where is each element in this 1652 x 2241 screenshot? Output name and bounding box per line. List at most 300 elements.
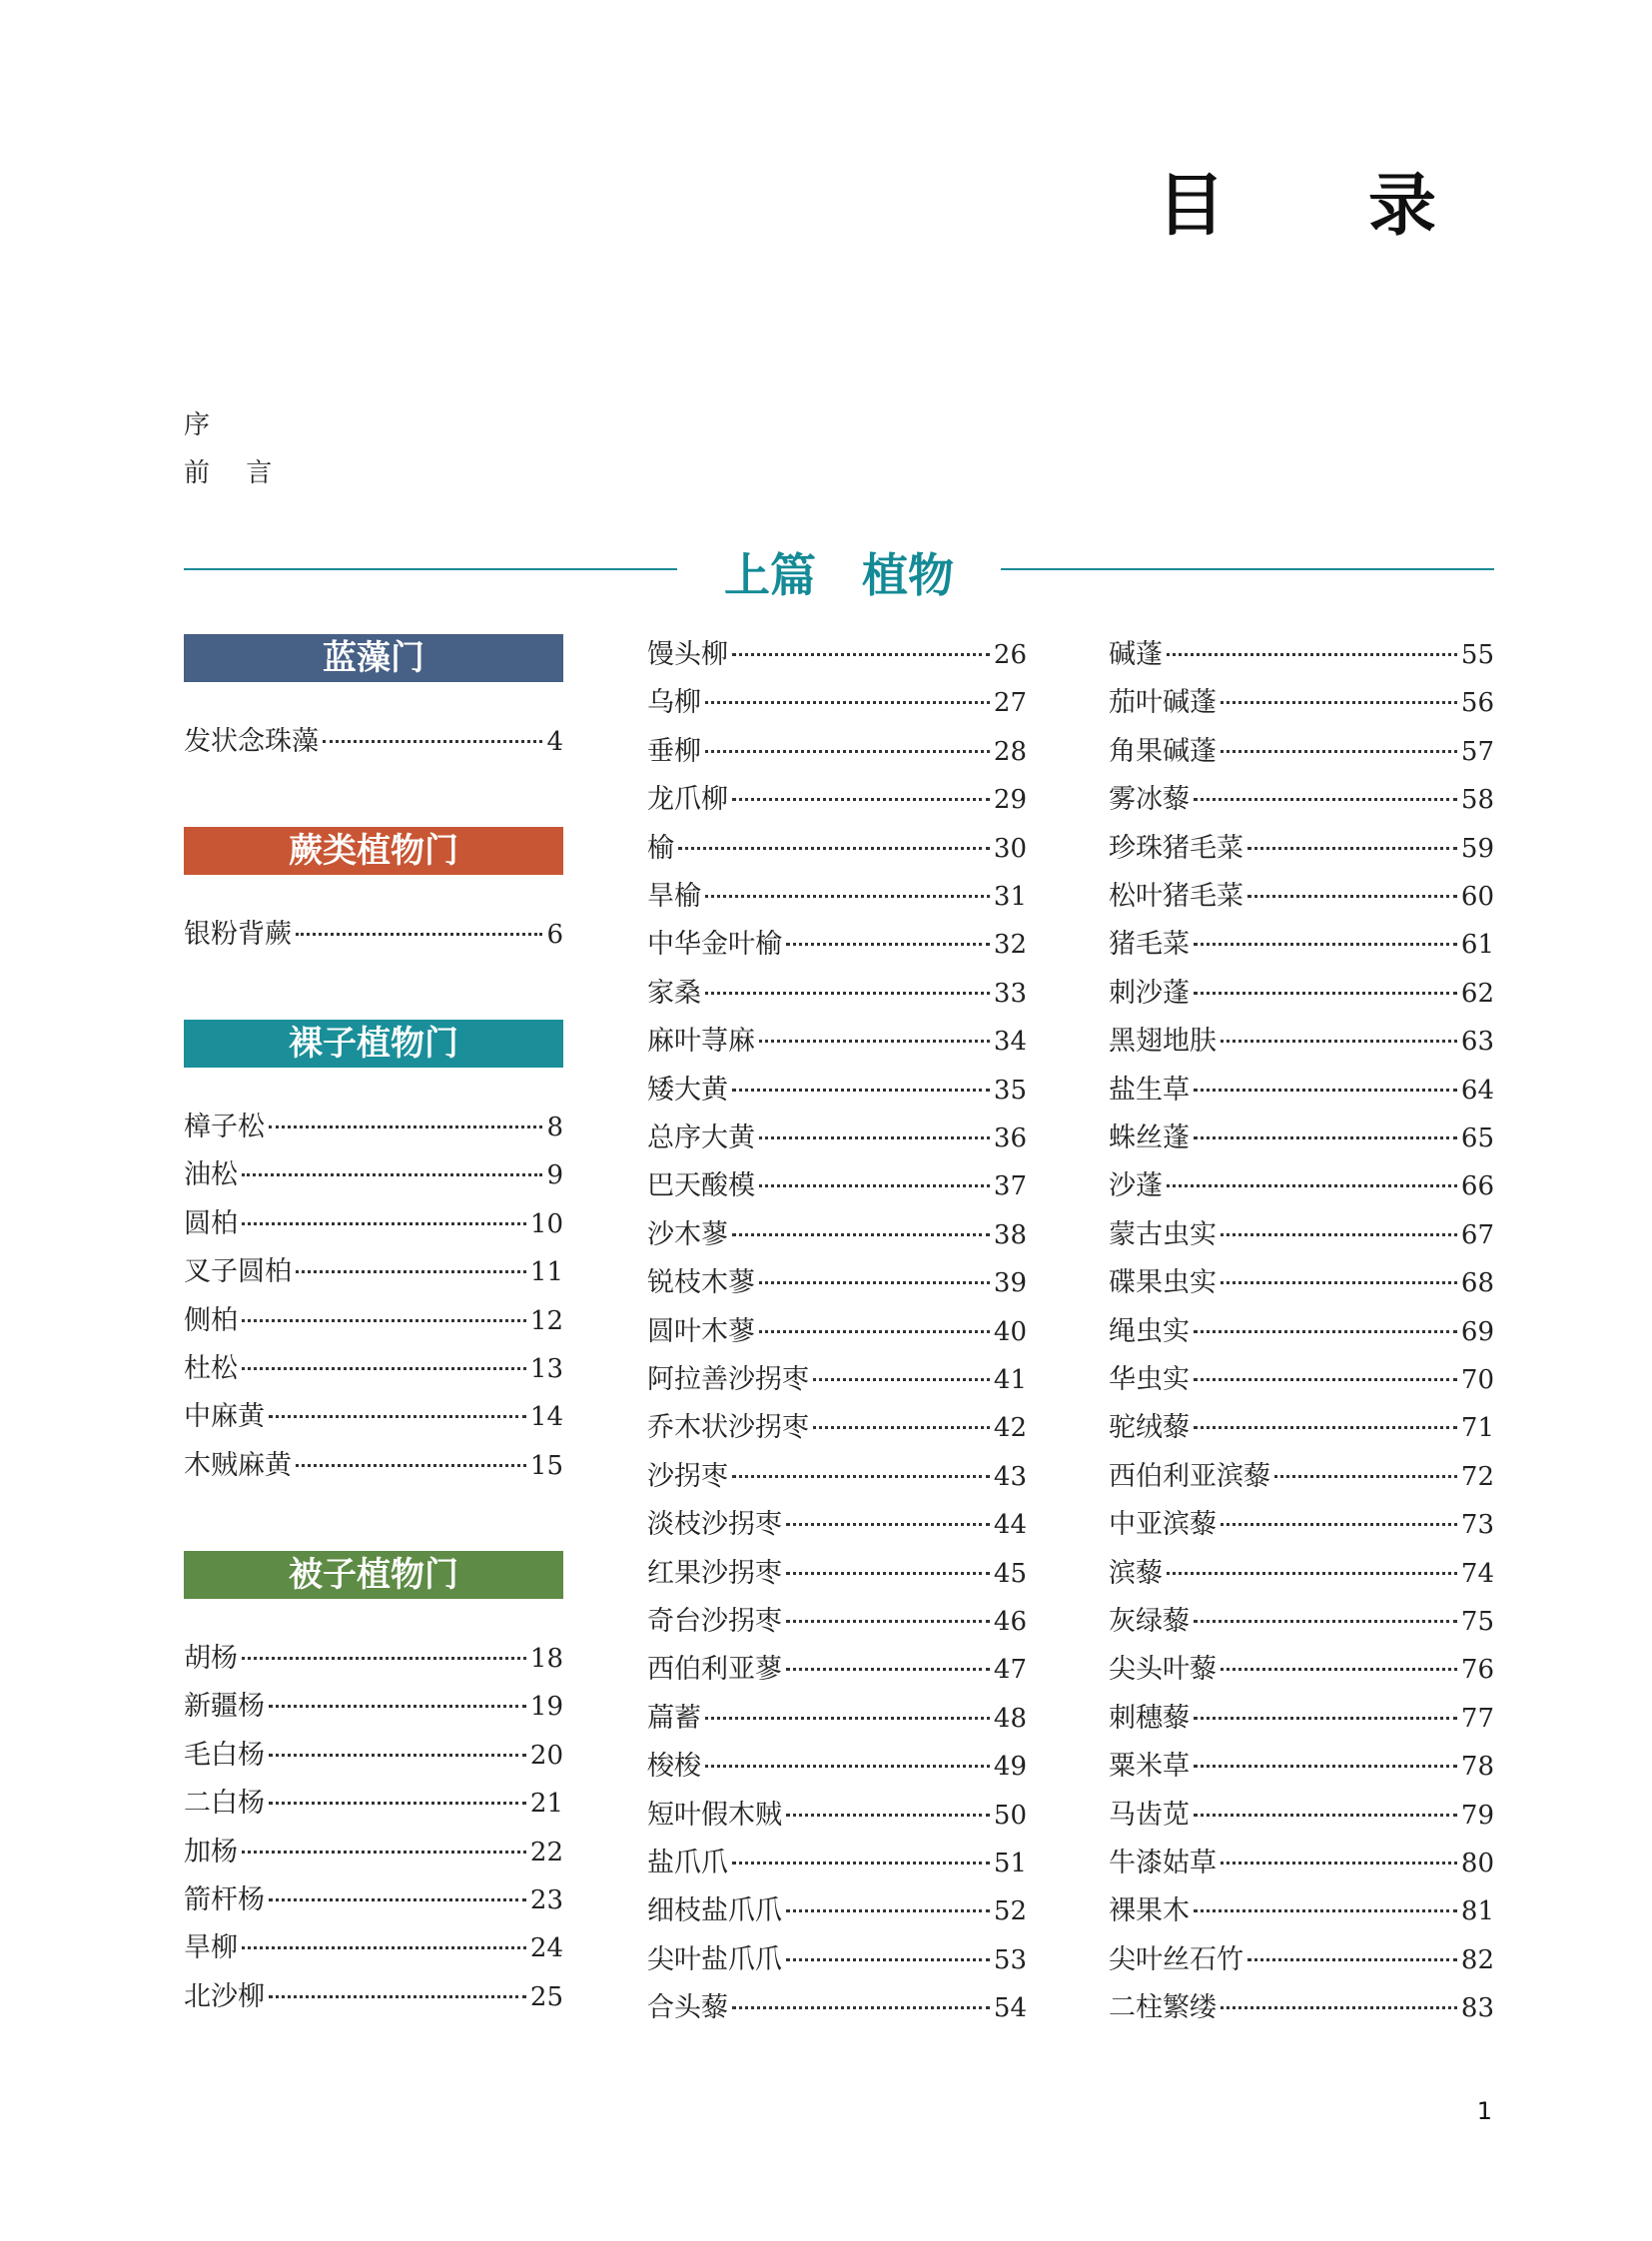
toc-leader-dots bbox=[732, 798, 990, 801]
toc-entry-page: 61 bbox=[1460, 930, 1494, 961]
toc-leader-dots bbox=[1221, 1281, 1457, 1284]
toc-leader-dots bbox=[269, 1802, 526, 1805]
toc-entry[interactable] bbox=[184, 1684, 563, 1730]
toc-entry[interactable] bbox=[647, 1019, 1027, 1065]
toc-entry-page: 73 bbox=[1460, 1510, 1494, 1541]
toc-entry[interactable] bbox=[647, 680, 1027, 726]
toc-leader-dots bbox=[759, 1184, 990, 1187]
toc-entry[interactable] bbox=[1109, 1599, 1494, 1645]
toc-entry[interactable] bbox=[184, 1105, 563, 1150]
toc-entry-name: 淡枝沙拐枣 bbox=[647, 1509, 782, 1541]
toc-leader-dots bbox=[732, 1475, 990, 1478]
toc-entry-name: 松叶猪毛菜 bbox=[1109, 881, 1243, 912]
toc-entry-name: 奇台沙拐枣 bbox=[647, 1606, 782, 1637]
toc-leader-dots bbox=[732, 2006, 990, 2009]
toc-entry-name: 矮大黄 bbox=[647, 1074, 728, 1106]
toc-entry-name: 蒙古虫实 bbox=[1109, 1218, 1217, 1250]
toc-entry[interactable] bbox=[647, 1405, 1027, 1451]
toc-entry[interactable] bbox=[184, 1394, 563, 1440]
toc-entry-name: 中华金叶榆 bbox=[647, 929, 782, 961]
toc-entry-name: 乌柳 bbox=[647, 687, 701, 719]
toc-leader-dots bbox=[678, 847, 990, 850]
toc-entry[interactable] bbox=[1109, 680, 1494, 726]
toc-entry-name: 细枝盐爪爪 bbox=[647, 1895, 782, 1927]
toc-leader-dots bbox=[813, 1426, 990, 1429]
toc-entry-page: 32 bbox=[993, 930, 1027, 961]
toc-entry-page: 34 bbox=[993, 1027, 1027, 1058]
phylum-header[interactable]: 蓝藻门 bbox=[184, 634, 563, 682]
toc-leader-dots bbox=[1221, 750, 1457, 753]
toc-entry-page: 59 bbox=[1460, 833, 1494, 864]
toc-entry-page: 53 bbox=[993, 1944, 1027, 1975]
toc-leader-dots bbox=[1221, 701, 1457, 704]
toc-entry[interactable] bbox=[647, 1502, 1027, 1548]
toc-entry-name: 裸果木 bbox=[1109, 1895, 1190, 1927]
toc-leader-dots bbox=[242, 1319, 526, 1322]
toc-entry-name: 沙拐枣 bbox=[647, 1460, 728, 1492]
toc-entry-name: 新疆杨 bbox=[184, 1691, 265, 1723]
toc-entry-page: 9 bbox=[546, 1160, 563, 1191]
toc-entry[interactable] bbox=[1109, 729, 1494, 775]
toc-leader-dots bbox=[732, 1089, 990, 1092]
toc-entry[interactable] bbox=[647, 1551, 1027, 1597]
toc-entry[interactable] bbox=[1109, 1019, 1494, 1065]
toc-entry[interactable] bbox=[1109, 922, 1494, 968]
toc-entry-name: 毛白杨 bbox=[184, 1739, 265, 1771]
toc-entry-page: 31 bbox=[993, 882, 1027, 912]
toc-entry-page: 12 bbox=[529, 1305, 563, 1336]
phylum-header[interactable]: 被子植物门 bbox=[184, 1551, 563, 1599]
toc-leader-dots bbox=[242, 1657, 526, 1660]
toc-entry-page: 26 bbox=[993, 640, 1027, 670]
toc-entry[interactable] bbox=[184, 1877, 563, 1923]
toc-entry-page: 67 bbox=[1460, 1219, 1494, 1250]
toc-leader-dots bbox=[786, 1523, 990, 1526]
toc-entry-page: 63 bbox=[1460, 1027, 1494, 1058]
toc-entry[interactable] bbox=[184, 1974, 563, 2020]
toc-entry-page: 28 bbox=[993, 736, 1027, 767]
toc-leader-dots bbox=[1194, 798, 1457, 801]
toc-entry-name: 猪毛菜 bbox=[1109, 929, 1190, 961]
toc-entry[interactable] bbox=[647, 1357, 1027, 1403]
toc-entry-name: 中麻黄 bbox=[184, 1401, 265, 1433]
toc-leader-dots bbox=[1194, 992, 1457, 995]
toc-leader-dots bbox=[242, 1367, 526, 1370]
toc-leader-dots bbox=[732, 1862, 990, 1865]
toc-entry[interactable] bbox=[1109, 1744, 1494, 1790]
toc-entry[interactable] bbox=[184, 1781, 563, 1827]
toc-entry-page: 37 bbox=[993, 1171, 1027, 1202]
toc-entry-page: 62 bbox=[1460, 978, 1494, 1009]
part-title: 上篇 植物 bbox=[724, 548, 954, 602]
toc-entry-name: 锐枝木蓼 bbox=[647, 1267, 755, 1299]
toc-leader-dots bbox=[786, 943, 990, 946]
toc-entry-name: 刺穗藜 bbox=[1109, 1702, 1190, 1734]
toc-entry[interactable] bbox=[647, 1744, 1027, 1790]
toc-leader-dots bbox=[269, 1705, 526, 1708]
toc-entry-page: 49 bbox=[993, 1752, 1027, 1783]
toc-entry-name: 马齿苋 bbox=[1109, 1799, 1190, 1831]
toc-leader-dots bbox=[1247, 847, 1457, 850]
toc-leader-dots bbox=[1221, 1040, 1457, 1043]
toc-leader-dots bbox=[269, 1995, 526, 1998]
toc-leader-dots bbox=[242, 1173, 542, 1176]
toc-entry-page: 6 bbox=[546, 920, 563, 950]
toc-entry-page: 79 bbox=[1460, 1800, 1494, 1831]
toc-entry-page: 78 bbox=[1460, 1752, 1494, 1783]
toc-entry-page: 39 bbox=[993, 1268, 1027, 1299]
toc-entry-page: 30 bbox=[993, 833, 1027, 864]
toc-entry-page: 51 bbox=[993, 1849, 1027, 1878]
toc-leader-dots bbox=[1194, 943, 1457, 946]
front-matter bbox=[184, 401, 286, 497]
front-matter-preface[interactable]: 序 bbox=[184, 410, 225, 440]
toc-leader-dots bbox=[1194, 1814, 1457, 1817]
toc-leader-dots bbox=[759, 1330, 990, 1333]
toc-leader-dots bbox=[1194, 1136, 1457, 1139]
toc-leader-dots bbox=[786, 1620, 990, 1623]
toc-entry-page: 19 bbox=[529, 1692, 563, 1723]
toc-entry-page: 65 bbox=[1460, 1123, 1494, 1153]
toc-entry-name: 木贼麻黄 bbox=[184, 1449, 292, 1481]
toc-leader-dots bbox=[1221, 1523, 1457, 1526]
toc-entry-name: 驼绒藜 bbox=[1109, 1412, 1190, 1444]
toc-entry[interactable] bbox=[184, 1636, 563, 1682]
toc-entry[interactable] bbox=[184, 719, 563, 765]
toc-entry[interactable] bbox=[647, 1116, 1027, 1161]
toc-leader-dots bbox=[786, 1668, 990, 1671]
toc-entry-name: 乔木状沙拐枣 bbox=[647, 1412, 809, 1444]
toc-entry-name: 牛漆姑草 bbox=[1109, 1848, 1217, 1878]
toc-entry[interactable] bbox=[1109, 1163, 1494, 1209]
toc-entry-name: 杜松 bbox=[184, 1353, 238, 1384]
toc-entry-page: 82 bbox=[1460, 1944, 1494, 1975]
front-matter-foreword[interactable]: 前 言 bbox=[184, 458, 287, 488]
toc-entry-page: 52 bbox=[993, 1896, 1027, 1927]
toc-entry-name: 盐生草 bbox=[1109, 1074, 1190, 1106]
toc-entry-page: 75 bbox=[1460, 1607, 1494, 1637]
toc-entry[interactable] bbox=[1109, 1454, 1494, 1500]
toc-entry[interactable] bbox=[184, 1152, 563, 1198]
toc-entry-page: 70 bbox=[1460, 1365, 1494, 1395]
toc-leader-dots bbox=[269, 1415, 526, 1418]
toc-entry[interactable] bbox=[184, 1830, 563, 1875]
toc-entry[interactable] bbox=[647, 971, 1027, 1017]
toc-leader-dots bbox=[1221, 2006, 1457, 2009]
toc-leader-dots bbox=[1221, 1233, 1457, 1236]
toc-leader-dots bbox=[269, 1898, 526, 1901]
toc-leader-dots bbox=[732, 1233, 990, 1236]
toc-entry[interactable] bbox=[647, 777, 1027, 823]
toc-entry-page: 11 bbox=[529, 1257, 563, 1288]
toc-entry-page: 76 bbox=[1460, 1655, 1494, 1686]
toc-entry[interactable] bbox=[647, 1841, 1027, 1886]
toc-entry-name: 碟果虫实 bbox=[1109, 1267, 1217, 1299]
toc-entry[interactable] bbox=[1109, 1696, 1494, 1742]
toc-entry-name: 粟米草 bbox=[1109, 1751, 1190, 1783]
toc-entry-name: 阿拉善沙拐枣 bbox=[647, 1364, 809, 1395]
toc-entry-page: 4 bbox=[546, 727, 563, 757]
toc-leader-dots bbox=[1194, 1089, 1457, 1092]
toc-entry-page: 56 bbox=[1460, 688, 1494, 719]
toc-entry-name: 油松 bbox=[184, 1159, 238, 1191]
toc-entry-name: 华虫实 bbox=[1109, 1364, 1190, 1395]
toc-leader-dots bbox=[1194, 1765, 1457, 1768]
toc-entry-page: 33 bbox=[993, 978, 1027, 1009]
toc-entry[interactable] bbox=[647, 1937, 1027, 1983]
toc-entry-name: 垂柳 bbox=[647, 735, 701, 767]
toc-entry[interactable] bbox=[1109, 1212, 1494, 1258]
toc-leader-dots bbox=[269, 1125, 542, 1128]
toc-leader-dots bbox=[705, 1765, 990, 1768]
toc-entry[interactable] bbox=[1109, 1405, 1494, 1451]
toc-entry[interactable] bbox=[647, 1888, 1027, 1934]
toc-entry[interactable] bbox=[1109, 1502, 1494, 1548]
toc-entry-name: 旱柳 bbox=[184, 1932, 238, 1964]
toc-entry-page: 72 bbox=[1460, 1461, 1494, 1492]
toc-leader-dots bbox=[242, 1222, 526, 1225]
toc-leader-dots bbox=[1194, 1378, 1457, 1381]
toc-entry-page: 71 bbox=[1460, 1413, 1494, 1444]
toc-entry[interactable] bbox=[647, 1454, 1027, 1500]
toc-entry-page: 80 bbox=[1460, 1849, 1494, 1878]
toc-entry-name: 萹蓄 bbox=[647, 1702, 701, 1734]
toc-entry[interactable] bbox=[1109, 874, 1494, 920]
toc-entry-page: 8 bbox=[546, 1113, 563, 1142]
toc-entry[interactable] bbox=[1109, 1841, 1494, 1886]
toc-entry-page: 25 bbox=[529, 1981, 563, 2012]
page-title: 目 录 bbox=[1157, 166, 1496, 246]
toc-entry-name: 盐爪爪 bbox=[647, 1848, 728, 1878]
toc-entry-name: 珍珠猪毛菜 bbox=[1109, 832, 1243, 864]
toc-leader-dots bbox=[705, 701, 990, 704]
toc-entry-name: 梭梭 bbox=[647, 1751, 701, 1783]
toc-entry-name: 角果碱蓬 bbox=[1109, 735, 1217, 767]
toc-entry-page: 43 bbox=[993, 1461, 1027, 1492]
toc-entry-page: 10 bbox=[529, 1208, 563, 1239]
toc-entry-name: 灰绿藜 bbox=[1109, 1606, 1190, 1637]
toc-entry-page: 77 bbox=[1460, 1703, 1494, 1734]
toc-entry[interactable] bbox=[1109, 1647, 1494, 1693]
toc-leader-dots bbox=[1194, 1330, 1457, 1333]
toc-entry[interactable] bbox=[647, 1985, 1027, 2031]
toc-entry[interactable] bbox=[184, 1925, 563, 1971]
toc-entry-name: 圆柏 bbox=[184, 1207, 238, 1239]
toc-entry[interactable] bbox=[1109, 1985, 1494, 2031]
toc-entry-page: 46 bbox=[993, 1607, 1027, 1637]
toc-entry-page: 64 bbox=[1460, 1075, 1494, 1106]
toc-entry[interactable] bbox=[647, 874, 1027, 920]
toc-entry[interactable] bbox=[184, 1733, 563, 1779]
part-header bbox=[184, 539, 1494, 602]
toc-entry[interactable] bbox=[184, 1201, 563, 1247]
toc-entry-page: 23 bbox=[529, 1885, 563, 1915]
phylum-header[interactable]: 裸子植物门 bbox=[184, 1020, 563, 1068]
toc-entry-page: 83 bbox=[1460, 1993, 1494, 2024]
page-number: 1 bbox=[1476, 2097, 1492, 2125]
toc-entry-page: 81 bbox=[1460, 1896, 1494, 1927]
toc-leader-dots bbox=[242, 1946, 526, 1949]
toc-entry-name: 茄叶碱蓬 bbox=[1109, 687, 1217, 719]
toc-entry-page: 69 bbox=[1460, 1316, 1494, 1347]
toc-entry[interactable] bbox=[647, 1163, 1027, 1209]
toc-entry-name: 西伯利亚蓼 bbox=[647, 1654, 782, 1686]
toc-entry-name: 龙爪柳 bbox=[647, 784, 728, 816]
toc-entry[interactable] bbox=[184, 1298, 563, 1344]
toc-entry[interactable] bbox=[184, 1443, 563, 1489]
toc-entry[interactable] bbox=[647, 632, 1027, 678]
toc-entry-name: 麻叶荨麻 bbox=[647, 1026, 755, 1058]
toc-leader-dots bbox=[1247, 1958, 1457, 1961]
toc-leader-dots bbox=[296, 933, 542, 936]
toc-entry[interactable] bbox=[647, 1599, 1027, 1645]
toc-leader-dots bbox=[786, 1958, 990, 1961]
toc-entry-name: 总序大黄 bbox=[647, 1122, 755, 1153]
toc-entry[interactable] bbox=[1109, 1068, 1494, 1114]
toc-entry[interactable] bbox=[1109, 971, 1494, 1017]
toc-entry[interactable] bbox=[647, 1212, 1027, 1258]
toc-leader-dots bbox=[759, 1281, 990, 1284]
toc-entry-name: 雾冰藜 bbox=[1109, 784, 1190, 816]
toc-entry-page: 24 bbox=[529, 1933, 563, 1964]
toc-entry-name: 圆叶木蓼 bbox=[647, 1315, 755, 1347]
toc-entry-name: 二柱繁缕 bbox=[1109, 1992, 1217, 2024]
toc-leader-dots bbox=[759, 1136, 990, 1139]
part-rule-right bbox=[1001, 568, 1494, 570]
toc-entry-name: 短叶假木贼 bbox=[647, 1799, 782, 1831]
toc-leader-dots bbox=[705, 750, 990, 753]
toc-leader-dots bbox=[1194, 1620, 1457, 1623]
toc-leader-dots bbox=[759, 1040, 990, 1043]
toc-entry-name: 蛛丝蓬 bbox=[1109, 1122, 1190, 1153]
toc-entry-name: 红果沙拐枣 bbox=[647, 1557, 782, 1589]
toc-entry-name: 刺沙蓬 bbox=[1109, 977, 1190, 1009]
toc-entry[interactable] bbox=[647, 1309, 1027, 1355]
toc-entry-page: 14 bbox=[529, 1402, 563, 1433]
toc-entry-page: 40 bbox=[993, 1316, 1027, 1347]
toc-entry[interactable] bbox=[1109, 826, 1494, 872]
toc-leader-dots bbox=[296, 1464, 526, 1467]
toc-entry-name: 榆 bbox=[647, 832, 674, 864]
toc-entry-page: 13 bbox=[529, 1354, 563, 1384]
toc-leader-dots bbox=[242, 1851, 526, 1854]
toc-leader-dots bbox=[1221, 1668, 1457, 1671]
toc-entry-page: 27 bbox=[993, 688, 1027, 719]
toc-leader-dots bbox=[1247, 895, 1457, 898]
toc-leader-dots bbox=[786, 1572, 990, 1575]
toc-entry-page: 48 bbox=[993, 1703, 1027, 1734]
toc-leader-dots bbox=[1274, 1475, 1457, 1478]
toc-entry-name: 绳虫实 bbox=[1109, 1315, 1190, 1347]
toc-leader-dots bbox=[786, 1909, 990, 1912]
toc-entry-name: 发状念珠藻 bbox=[184, 726, 319, 757]
toc-entry[interactable] bbox=[647, 1260, 1027, 1306]
toc-leader-dots bbox=[323, 740, 542, 743]
toc-entry-name: 碱蓬 bbox=[1109, 639, 1163, 670]
toc-leader-dots bbox=[705, 1717, 990, 1720]
toc-entry-page: 22 bbox=[529, 1837, 563, 1868]
toc-entry[interactable] bbox=[647, 1647, 1027, 1693]
toc-entry[interactable] bbox=[1109, 632, 1494, 678]
toc-entry-page: 42 bbox=[993, 1413, 1027, 1444]
toc-entry[interactable] bbox=[647, 922, 1027, 968]
toc-entry[interactable] bbox=[647, 729, 1027, 775]
toc-entry-name: 家桑 bbox=[647, 977, 701, 1009]
toc-entry-name: 滨藜 bbox=[1109, 1557, 1163, 1589]
toc-entry[interactable] bbox=[647, 1793, 1027, 1839]
toc-entry-page: 60 bbox=[1460, 882, 1494, 912]
toc-entry-name: 尖头叶藜 bbox=[1109, 1654, 1217, 1686]
phylum-header[interactable]: 蕨类植物门 bbox=[184, 827, 563, 875]
toc-entry-page: 74 bbox=[1460, 1558, 1494, 1589]
toc-entry[interactable] bbox=[184, 1249, 563, 1295]
toc-entry-name: 旱榆 bbox=[647, 881, 701, 912]
toc-leader-dots bbox=[705, 895, 990, 898]
toc-entry[interactable] bbox=[1109, 1309, 1494, 1355]
toc-leader-dots bbox=[786, 1814, 990, 1817]
toc-leader-dots bbox=[732, 653, 990, 656]
toc-entry[interactable] bbox=[1109, 1116, 1494, 1161]
toc-leader-dots bbox=[1221, 1862, 1457, 1865]
toc-entry-name: 巴天酸模 bbox=[647, 1170, 755, 1202]
toc-entry-name: 尖叶盐爪爪 bbox=[647, 1943, 782, 1975]
toc-entry[interactable] bbox=[647, 1696, 1027, 1742]
toc-entry-page: 15 bbox=[529, 1450, 563, 1481]
toc-entry-page: 50 bbox=[993, 1800, 1027, 1831]
toc-entry-name: 胡杨 bbox=[184, 1643, 238, 1674]
toc-leader-dots bbox=[1167, 653, 1457, 656]
toc-entry-name: 二白杨 bbox=[184, 1788, 265, 1820]
toc-entry[interactable] bbox=[647, 1068, 1027, 1114]
toc-entry[interactable] bbox=[1109, 1260, 1494, 1306]
toc-entry-name: 中亚滨藜 bbox=[1109, 1509, 1217, 1541]
toc-entry[interactable] bbox=[184, 912, 563, 958]
toc-entry-page: 38 bbox=[993, 1219, 1027, 1250]
toc-leader-dots bbox=[296, 1270, 526, 1273]
toc-entry[interactable] bbox=[647, 826, 1027, 872]
toc-entry[interactable] bbox=[1109, 1793, 1494, 1839]
toc-entry-name: 樟子松 bbox=[184, 1112, 265, 1142]
toc-entry-page: 44 bbox=[993, 1510, 1027, 1541]
toc-entry-name: 叉子圆柏 bbox=[184, 1256, 292, 1288]
toc-entry-page: 41 bbox=[993, 1365, 1027, 1395]
toc-entry-page: 57 bbox=[1460, 736, 1494, 767]
toc-entry[interactable] bbox=[1109, 1357, 1494, 1403]
toc-leader-dots bbox=[1167, 1184, 1457, 1187]
toc-leader-dots bbox=[813, 1378, 990, 1381]
toc-entry[interactable] bbox=[1109, 1937, 1494, 1983]
toc-entry-page: 54 bbox=[993, 1993, 1027, 2024]
toc-entry-name: 银粉背蕨 bbox=[184, 919, 292, 950]
toc-leader-dots bbox=[1194, 1717, 1457, 1720]
toc-entry-name: 箭杆杨 bbox=[184, 1884, 265, 1915]
toc-entry-name: 沙木蓼 bbox=[647, 1218, 728, 1250]
toc-entry-page: 20 bbox=[529, 1740, 563, 1771]
toc-entry-page: 21 bbox=[529, 1789, 563, 1820]
toc-entry[interactable] bbox=[1109, 777, 1494, 823]
toc-entry-name: 加杨 bbox=[184, 1836, 238, 1868]
toc-leader-dots bbox=[1194, 1909, 1457, 1912]
toc-entry-page: 66 bbox=[1460, 1171, 1494, 1202]
toc-entry-name: 黑翅地肤 bbox=[1109, 1026, 1217, 1058]
toc-entry[interactable] bbox=[1109, 1551, 1494, 1597]
toc-leader-dots bbox=[1194, 1426, 1457, 1429]
toc-entry-name: 馒头柳 bbox=[647, 639, 728, 670]
toc-entry-name: 沙蓬 bbox=[1109, 1170, 1163, 1202]
toc-entry[interactable] bbox=[184, 1346, 563, 1392]
toc-entry[interactable] bbox=[1109, 1888, 1494, 1934]
toc-entry-page: 58 bbox=[1460, 785, 1494, 816]
